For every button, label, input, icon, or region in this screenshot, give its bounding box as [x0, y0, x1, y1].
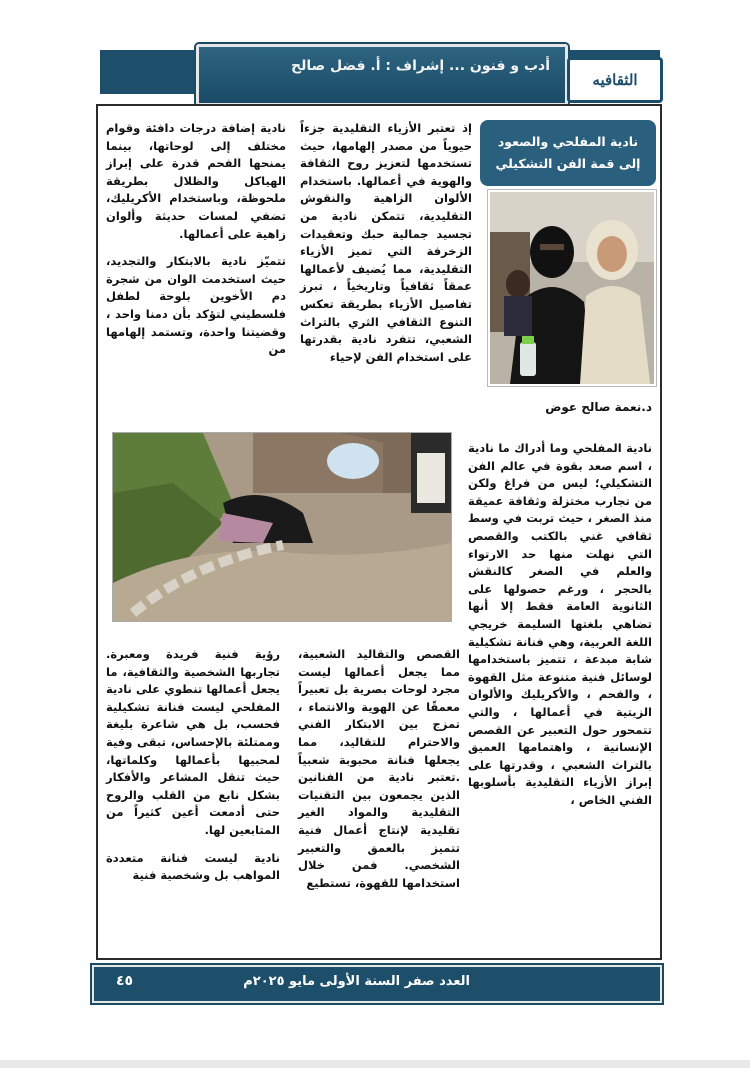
magazine-logo [567, 57, 663, 103]
paragraph: رؤية فنية فريدة ومعبرة. تجاربها الشخصية والثقافية، ما يجعل أعمالها تنطوي على نادية المفلحي ليست فنانة تشكيلية فحسب، بل هي شاعرة بليغة وممتلئة بالإحساس، تبقى وفية لمحبيها بأعمالها وكلماتها، حيث تنقل المشاعر والأفكار بشكل نابع من القلب والروح حتى أدمعت أعين كثيراً من المتابعين لها. [106, 647, 280, 837]
bottom-rule [0, 1060, 750, 1068]
paragraph: القصص والتقاليد الشعبية، مما يجعل أعمالها ليست مجرد لوحات بصرية بل تعبيراً معمقًا عن الهوية والانتماء ، تمزج بين الابتكار الفني والاحترام للتقاليد، مما يجعلها فنانة محبوبة شعبياً .تعتبر نادية من الفنانين الذين يجمعون بين التقنيات التقليدية والمواد الغير تقليدية لإنتاج أعمال فنية تتميز بالعمق والتعبير الشخصي. فمن خلال استخدامها للقهوة، تستطيع [298, 647, 460, 890]
cave-scene-illustration [113, 433, 451, 621]
paragraph: نادية ليست فنانة متعددة المواهب بل وشخصية فنية [106, 850, 280, 883]
page-footer [92, 965, 662, 1003]
issue-info: العدد صفر السنة الأولى مايو ٢٠٢٥م [243, 974, 470, 989]
paragraph: نادية إضافة درجات دافئة وقوام مختلف إلى لوحاتها، بينما يمنحها الفحم قدرة على إبراز الهياكل والظلال بطريقة ملحوظة، وباستخدام الأكريليك، تضفي لمسات حديثة وألوان زاهية على أعمالها. [106, 121, 286, 241]
column-right [468, 440, 652, 819]
cave-scene-photo [112, 432, 452, 622]
artist-photo [488, 190, 656, 386]
logo-text: الثقافيه [592, 71, 638, 89]
author-byline: د.نعمة صالح عوض [545, 400, 652, 414]
artist-photo-illustration [490, 192, 654, 384]
section-header: أدب و فنون ... إشراف : أ. فضل صالح [291, 58, 550, 74]
paragraph: تتميّز نادية بالابتكار والتجديد، حيث استخدمت الوان من شجرة دم الأخوين بلوحة لطفل فلسطيني لتؤكد بأن دمنا واحد ، وقضيتنا واحدة، وتستمد إلهامها من [106, 254, 286, 357]
column-top-left [106, 120, 286, 369]
article-title: نادية المفلحي والصعود إلى قمة الفن التشكيلي [495, 134, 641, 171]
paragraph: إذ تعتبر الأزياء التقليدية جزءاً حيوياً من مصدر إلهامها، حيث تستخدمها لتعزيز روح الثقافة والهوية في أعمالها. باستخدام الألوان الزاهية والنقوش التقليدية، تتمكن نادية من تجسيد جمالية حبك وتعقيدات الزخرفة التي تميز الأزياء التقليدية، مما يُضيف لأعمالها عمقاً ثقافياً وتاريخياً ، تبرز تفاصيل الأزياء بطريقة تعكس التنوع الثقافي الثري بالتراث الشعبي، تتفرد نادية بقدرتها على استخدام الفن لإحياء [300, 121, 472, 364]
article-title-box [480, 120, 656, 186]
header-strip [196, 44, 568, 106]
paragraph: نادية المفلحي وما أدراك ما نادية ، اسم صعد بقوة في عالم الفن التشكيلي؛ ليس من فراغ ولكن من تجارب مختزلة وثقافة عميقة منذ الصغر ، حيث تربت في وسط ثقافي غني بالكتب والقصص التي نهلت منها حد الارتواء والعلم في الصغر كالنقش بالحجر ، ورغم حصولها على الثانوية العامة فقط إلا أنها تضاهي بلغتها السليمة خريجي اللغة العربية، وهي فنانة تشكيلية شابة مبدعة ، تتميز باستخدامها لوسائل فنية متنوعة مثل القهوة ، والفحم ، والأكريليك والألوان الزيتية في أعمالها ، والتي تتمحور حول التعبير عن القصص الإنسانية ، واهتمامها العميق بالتراث الشعبي ، وقدرتها على إبراز الأزياء التقليدية بأسلوبها الفني الخاص ، [468, 441, 652, 807]
column-bottom-middle [298, 646, 460, 902]
page-number: ٤٥ [116, 973, 134, 989]
column-bottom-left [106, 646, 280, 895]
column-top-middle [300, 120, 472, 376]
